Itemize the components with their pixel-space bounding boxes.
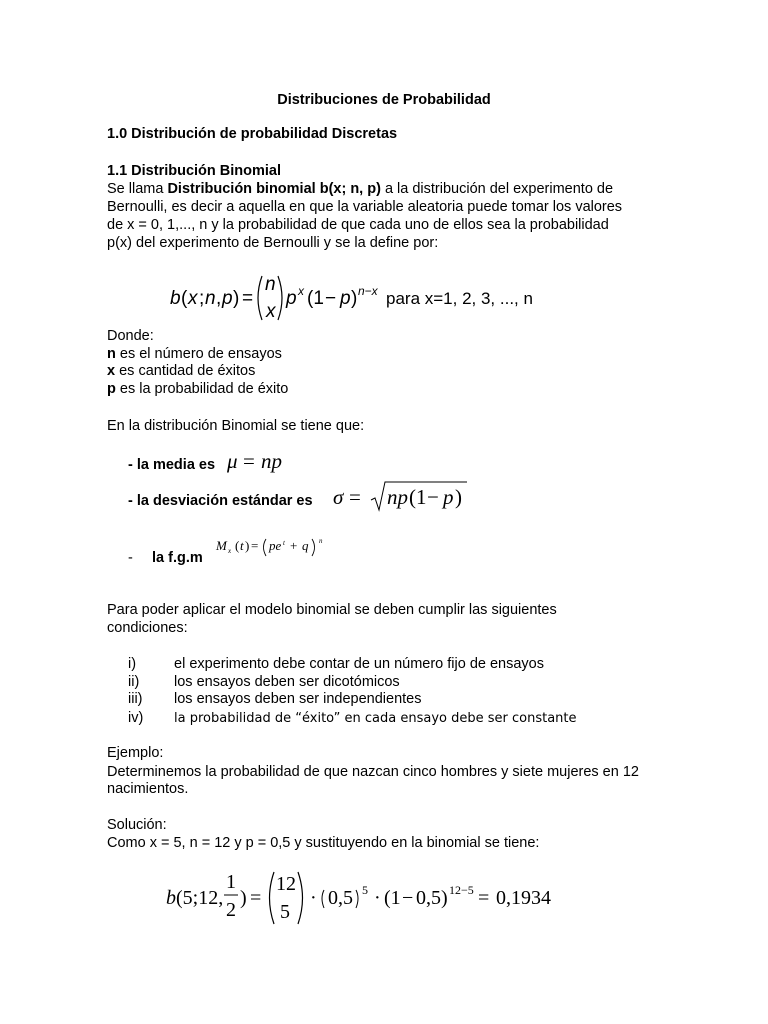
svg-text:n: n: [265, 274, 276, 295]
svg-text:q: q: [302, 538, 309, 553]
svg-text:0,5): 0,5): [416, 887, 448, 909]
variable-name: p: [107, 381, 116, 397]
variable-desc: es el número de ensayos: [115, 346, 282, 362]
svg-text:n−x: n−x: [358, 284, 378, 298]
svg-text:M: M: [216, 538, 227, 553]
svg-text:): ): [245, 538, 250, 553]
solution-text: Como x = 5, n = 12 y p = 0,5 y sustituyendo en la binomial se tiene:: [107, 835, 540, 851]
list-number: i): [128, 656, 137, 672]
list-text: los ensayos deben ser independientes: [174, 691, 422, 707]
svg-text:np: np: [261, 449, 282, 473]
donde-item-x: [107, 363, 255, 381]
media-formula-graphic: [227, 446, 307, 476]
svg-text:12−5: 12−5: [449, 883, 474, 897]
svg-text:(1: (1: [384, 887, 401, 909]
svg-text:=: =: [251, 538, 259, 553]
svg-text:;: ;: [199, 288, 205, 309]
svg-text:·: ·: [310, 887, 317, 909]
svg-text:np: np: [387, 485, 408, 509]
variable-name: x: [107, 363, 116, 379]
intro-text: a la distribución del experimento de: [380, 181, 614, 197]
media-label: - la media es: [128, 457, 216, 473]
svg-text:): ): [233, 288, 240, 309]
svg-text:2: 2: [226, 899, 236, 921]
svg-text:t: t: [283, 539, 285, 547]
donde-item-p: [107, 381, 288, 399]
svg-text:p: p: [286, 288, 297, 309]
list-text: el experimento debe contar de un número fijo de ensayos: [174, 656, 544, 672]
svg-text:p: p: [443, 485, 454, 509]
list-item: [128, 710, 577, 728]
fgm-formula: [214, 534, 344, 570]
svg-text:5: 5: [280, 901, 290, 923]
intro-line-3: de x = 0, 1,..., n y la probabilidad de que cada uno de ellos sea la probabilidad: [107, 217, 609, 233]
svg-text:): ): [351, 288, 358, 309]
svg-text:12: 12: [276, 873, 296, 895]
svg-text:x: x: [266, 301, 276, 322]
svg-text:): ): [455, 485, 462, 509]
variable-desc: es la probabilidad de éxito: [115, 381, 289, 397]
donde-label: Donde:: [107, 328, 154, 344]
list-number: ii): [128, 674, 140, 690]
solution-formula-graphic: [166, 866, 551, 930]
intro-text: Se llama: [107, 181, 168, 197]
svg-text:·: ·: [374, 887, 381, 909]
svg-text:x: x: [298, 284, 304, 298]
list-item: [128, 656, 544, 674]
svg-text:=: =: [478, 887, 490, 909]
svg-text:(: (: [181, 288, 188, 309]
intro-term: Distribución binomial b(x; n, p): [167, 181, 381, 197]
svg-text:t: t: [240, 538, 244, 553]
binomial-has-text: En la distribución Binomial se tiene que:: [107, 418, 365, 434]
svg-text:): ): [240, 887, 247, 909]
svg-text:(1: (1: [307, 288, 324, 309]
svg-text:b: b: [166, 887, 176, 909]
list-text: la probabilidad de “éxito” en cada ensayo debe ser constante: [174, 711, 577, 726]
svg-text:μ: μ: [227, 449, 238, 473]
svg-text:b: b: [170, 288, 181, 309]
example-line-2: nacimientos.: [107, 781, 189, 797]
list-number: iii): [128, 691, 143, 707]
intro-line-1: [107, 181, 613, 199]
svg-text:=: =: [349, 485, 361, 509]
svg-text:p: p: [222, 288, 233, 309]
list-text: los ensayos deben ser dicotómicos: [174, 674, 400, 690]
conditions-intro-1: Para poder aplicar el modelo binomial se deben cumplir las siguientes: [107, 602, 557, 618]
svg-text:(: (: [235, 538, 240, 553]
svg-text:x: x: [228, 547, 232, 555]
svg-text:,: ,: [216, 288, 222, 309]
subsection-heading: 1.1 Distribución Binomial: [107, 163, 282, 179]
svg-text:−: −: [325, 288, 337, 309]
result-value: 0,1934: [496, 887, 551, 909]
svg-text:σ: σ: [333, 485, 344, 509]
fgm-label: la f.g.m: [152, 550, 203, 566]
svg-text:5: 5: [362, 883, 368, 897]
svg-text:=: =: [243, 449, 255, 473]
svg-text:n: n: [319, 537, 323, 545]
donde-item-n: [107, 346, 282, 364]
section-heading: 1.0 Distribución de probabilidad Discretas: [107, 126, 398, 142]
fgm-dash: -: [128, 550, 133, 566]
svg-text:−: −: [402, 887, 414, 909]
svg-text:−: −: [427, 485, 439, 509]
intro-line-2: Bernoulli, es decir a aquella en que la variable aleatoria puede tomar los valores: [107, 199, 623, 215]
solution-formula: [166, 866, 551, 936]
list-number: iv): [128, 710, 144, 726]
svg-text:0,5: 0,5: [328, 887, 353, 909]
std-dev-formula-graphic: [333, 478, 473, 514]
variable-name: n: [107, 346, 116, 362]
solution-label: Solución:: [107, 817, 167, 833]
list-item: [128, 674, 400, 692]
page-title: Distribuciones de Probabilidad: [277, 92, 491, 108]
formula-range: para x=1, 2, 3, ..., n: [386, 289, 533, 308]
svg-text:(5;12,: (5;12,: [176, 887, 224, 909]
fgm-formula-graphic: [214, 534, 344, 564]
svg-text:=: =: [242, 288, 254, 309]
svg-text:(1: (1: [409, 485, 427, 509]
svg-text:+: +: [290, 538, 298, 553]
svg-text:n: n: [205, 288, 216, 309]
std-dev-label: - la desviación estándar es: [128, 493, 313, 509]
svg-text:1: 1: [226, 871, 236, 893]
svg-text:p: p: [340, 288, 351, 309]
example-label: Ejemplo:: [107, 745, 164, 761]
svg-text:pe: pe: [269, 538, 282, 553]
svg-text:x: x: [188, 288, 198, 309]
std-dev-formula: [333, 478, 473, 520]
intro-line-4: p(x) del experimento de Bernoulli y se la define por:: [107, 235, 439, 251]
example-line-1: Determinemos la probabilidad de que nazcan cinco hombres y siete mujeres en 12: [107, 764, 639, 780]
svg-text:=: =: [250, 887, 262, 909]
conditions-intro-2: condiciones:: [107, 620, 188, 636]
list-item: [128, 691, 421, 709]
variable-desc: es cantidad de éxitos: [115, 363, 256, 379]
media-formula: [227, 446, 307, 482]
